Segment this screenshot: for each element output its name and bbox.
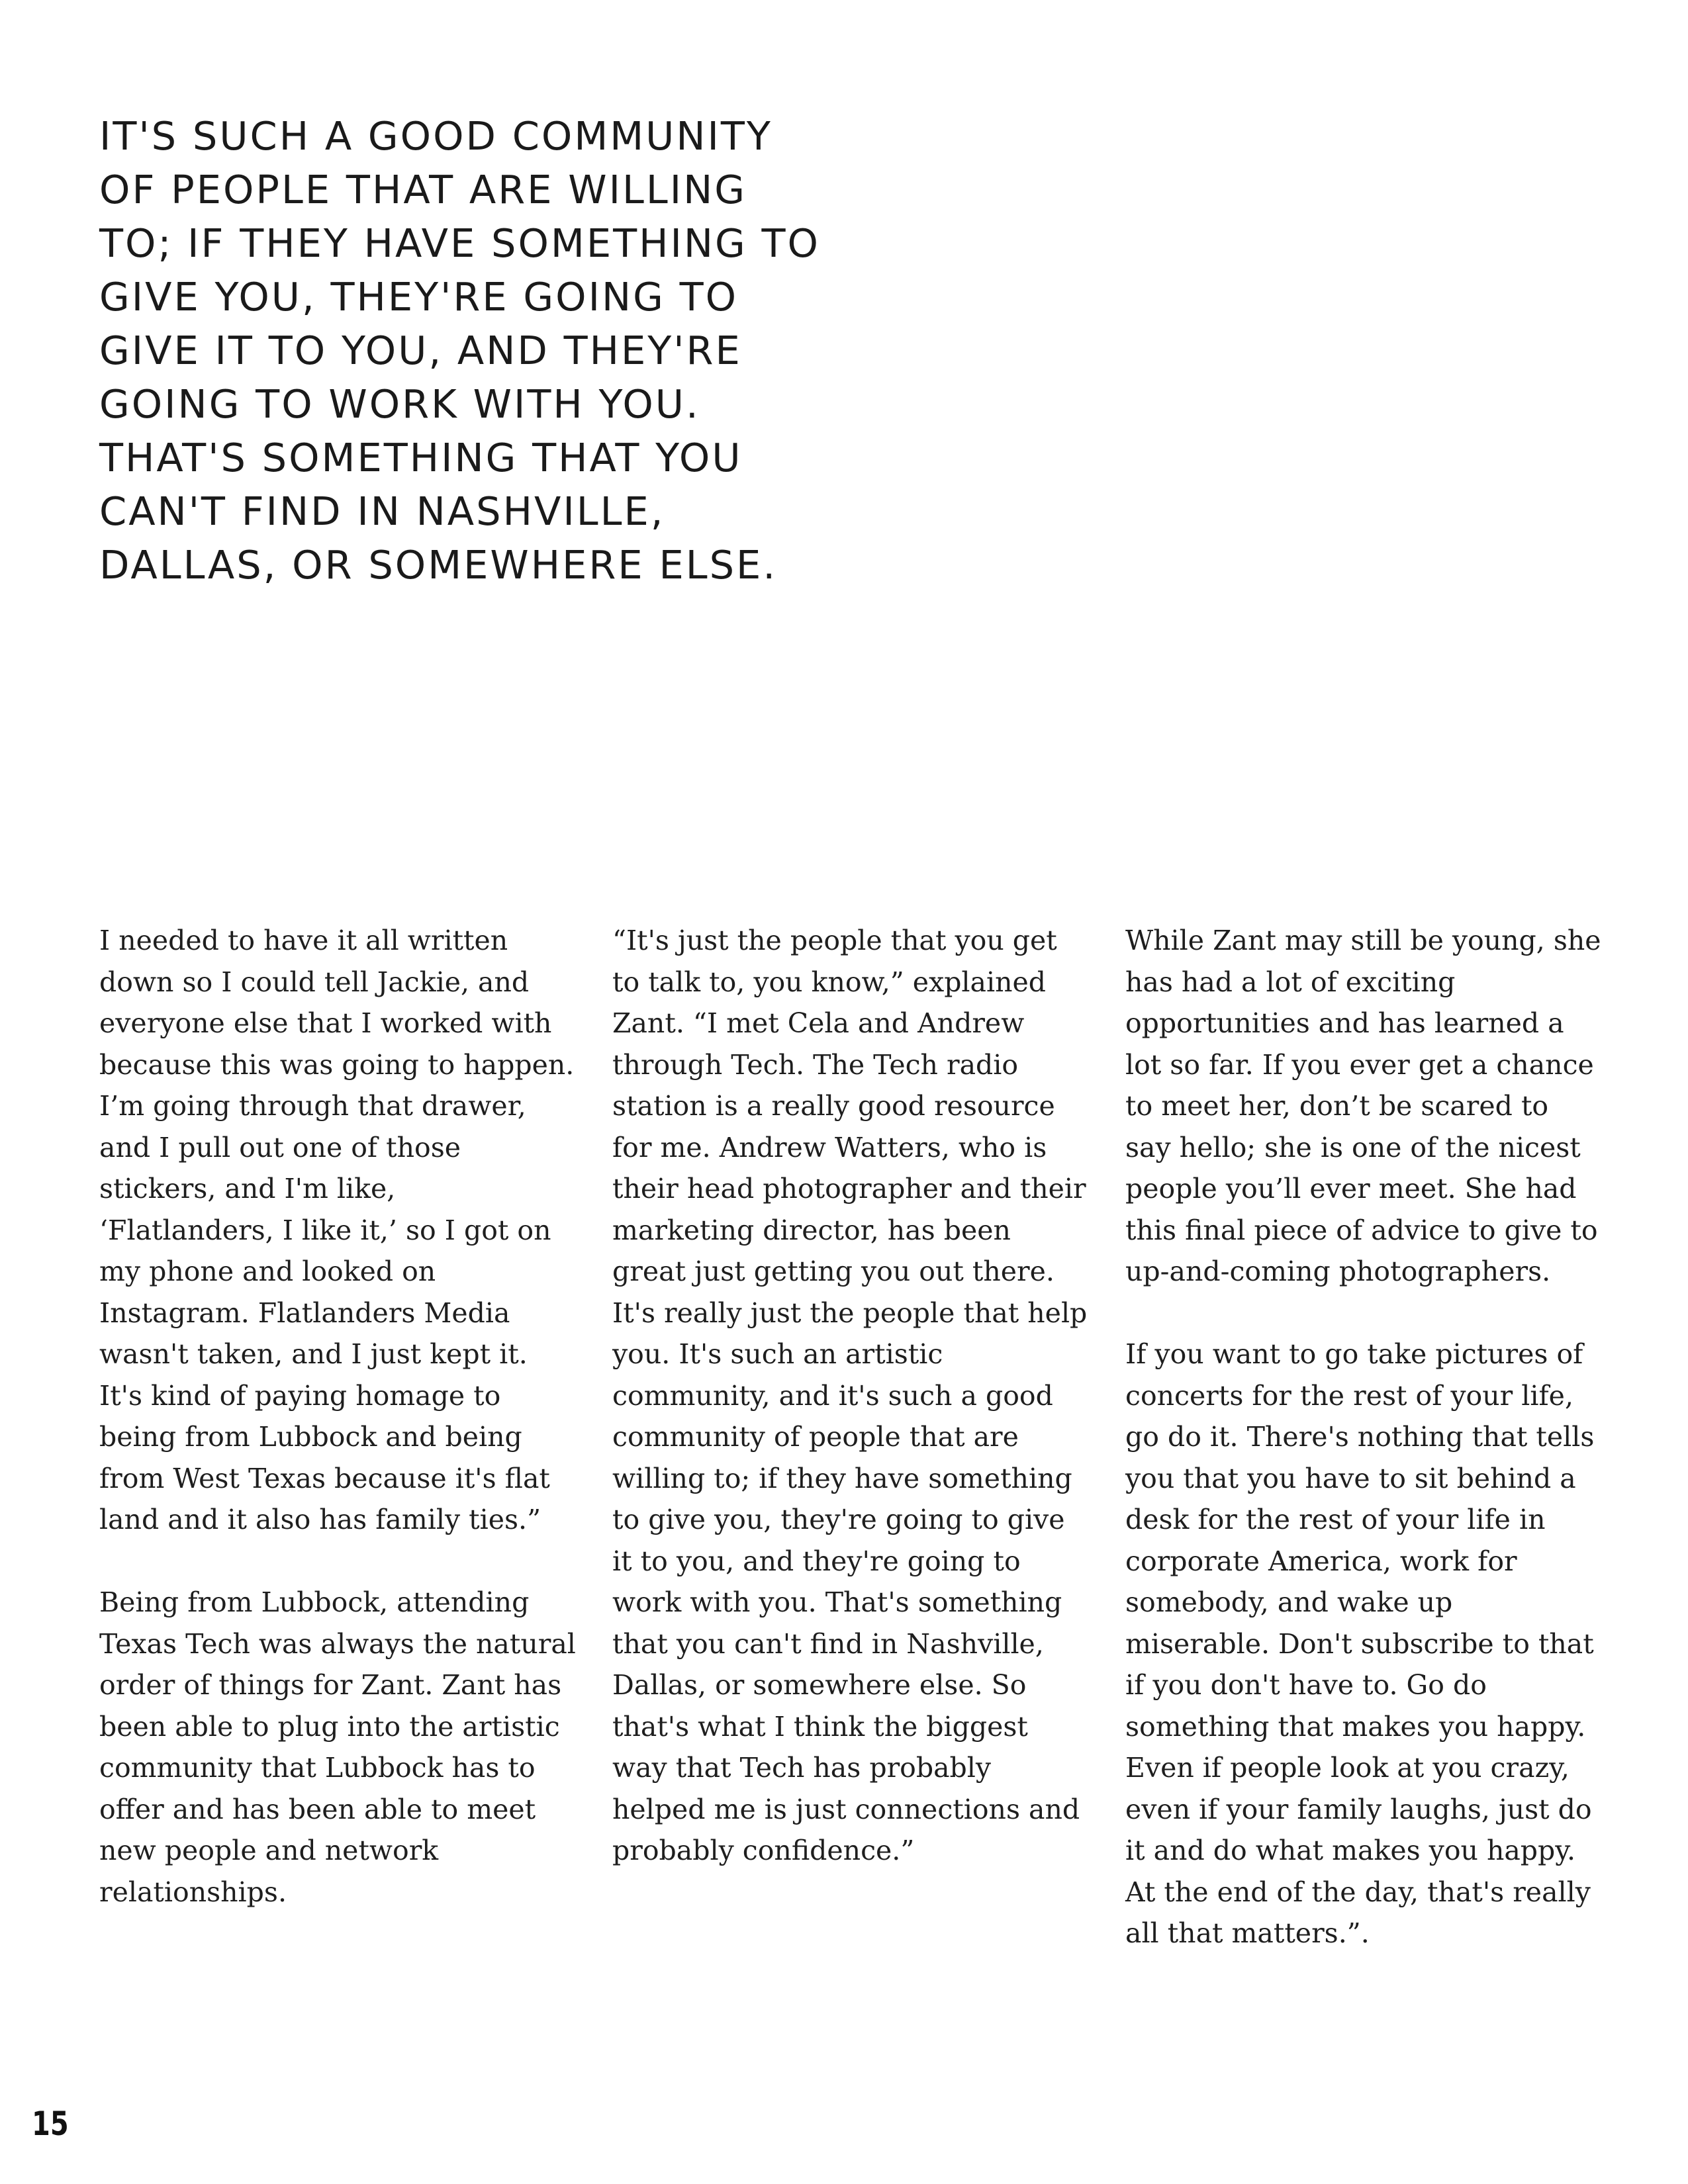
- column-1-paragraph-2: Being from Lubbock, attending Texas Tech was always the natural order of things for Zant. Zant has been able to plug into the artistic community that Lubbock has to offer and has been able to meet new people and network relationships.: [99, 1586, 576, 1908]
- column-1-paragraph-1: I needed to have it all written down so I could tell Jackie, and everyone else that I worked with because this was going to happen. I’m going through that drawer, and I pull out one of those stickers, and I'm like, ‘Flatlanders, I like it,’ so I got on my phone and looked on Instagram. Flatlanders Media wasn't taken, and I just kept it. It's kind of paying homage to being from Lubbock and being from West Texas because it's flat land and it also has family ties.”: [99, 925, 575, 1535]
- column-3-paragraph-1: While Zant may still be young, she has had a lot of exciting opportunities and has learned a lot so far. If you ever get a chance to meet her, don’t be scared to say hello; she is one of the nicest people you’ll ever meet. She had this final piece of advice to give to up-and-coming photographers.: [1125, 925, 1601, 1287]
- pull-quote: IT'S SUCH A GOOD COMMUNITY OF PEOPLE THAT ARE WILLING TO; IF THEY HAVE SOMETHING TO GIVE YOU, THEY'RE GOING TO GIVE IT TO YOU, AND THEY'RE GOING TO WORK WITH YOU. THAT'S SOMETHING THAT YOU CAN'T FIND IN NASHVILLE, DALLAS, OR SOMEWHERE ELSE.: [99, 113, 820, 588]
- article-body: [99, 920, 1601, 1979]
- column-3-paragraph-2: If you want to go take pictures of concerts for the rest of your life, go do it. There's nothing that tells you that you have to sit behind a desk for the rest of your life in corporate America, work for somebody, and wake up miserable. Don't subscribe to that if you don't have to. Go do something that makes you happy. Even if people look at you crazy, even if your family laughs, just do it and do what makes you happy. At the end of the day, that's really all that matters.”.: [1125, 1338, 1595, 1949]
- article-column-3: [1125, 920, 1602, 1995]
- article-column-2: [612, 920, 1089, 1913]
- column-2-paragraph-1: “It's just the people that you get to talk to, you know,” explained Zant. “I met Cela and Andrew through Tech. The Tech radio station is a really good resource for me. Andrew Watters, who is their head photographer and their marketing director, has been great just getting you out there. It's really just the people that help you. It's such an artistic community, and it's such a good community of people that are willing to; if they have something to give you, they're going to give it to you, and they're going to work with you. That's something that you can't find in Nashville, Dallas, or somewhere else. So that's what I think the biggest way that Tech has probably helped me is just connections and probably confidence.”: [612, 925, 1088, 1866]
- page-number: 15: [32, 2105, 69, 2143]
- article-column-1: [99, 920, 576, 1954]
